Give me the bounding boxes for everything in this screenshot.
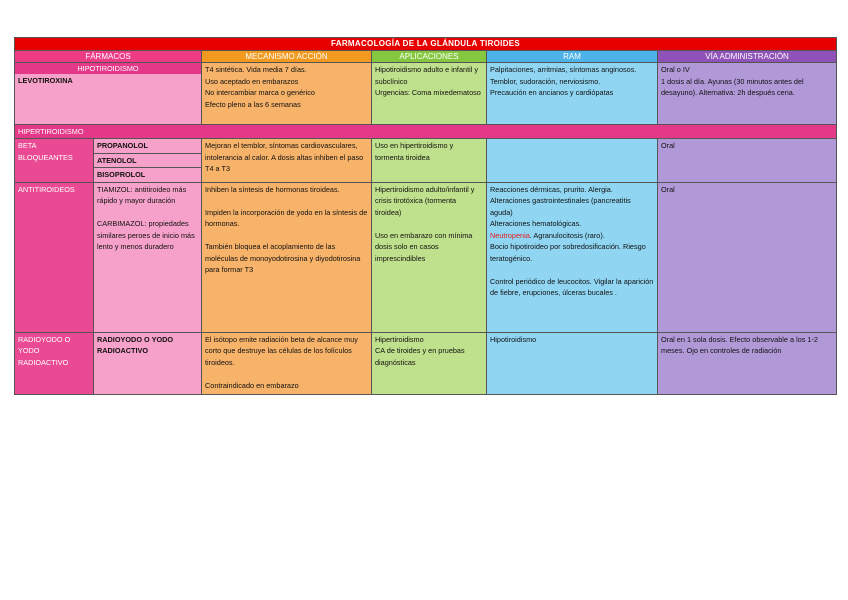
radioyodo-row: [15, 332, 837, 394]
hipo-via-text: Oral o IV 1 dosis al día. Ayunas (30 minutos antes del desayuno). Alternativa: 2h después cena.: [661, 65, 804, 97]
header-aplicaciones: APLICACIONES: [372, 51, 487, 63]
antitiroideos-via-text: Oral: [661, 184, 675, 194]
beta-via-cell: [658, 139, 837, 183]
antitiroideos-ram-text: [490, 184, 654, 299]
beta-group-label: BETA BLOQUEANTES: [18, 141, 73, 162]
beta-group-cell: [15, 139, 94, 183]
radioyodo-drug-text: RADIOYODO O YODO RADIOACTIVO: [97, 334, 174, 355]
beta-row-1: [15, 139, 837, 154]
antitiroideos-group-cell: [15, 182, 94, 332]
drug-atenolol: ATENOLOL: [94, 153, 202, 168]
beta-aplicaciones-text: Uso en hipertiroidismo y tormenta tiroidea: [375, 141, 454, 162]
radioyodo-drug-cell: [94, 332, 202, 394]
hipo-mecanismo-cell: [202, 63, 372, 125]
header-ram: RAM: [487, 51, 658, 63]
antitiroideos-aplicaciones-text: Hipertiroidismo adulto/infantil y crisis tirotóxica (tormenta tiroidea) Uso en embarazo con mínima dosis solo en casos imprescindibles: [375, 184, 475, 263]
beta-aplicaciones-cell: [372, 139, 487, 183]
radioyodo-via-text: Oral en 1 sola dosis. Efecto observable a los 1-2 meses. Ojo en controles de radiación: [661, 334, 818, 355]
hipo-via-cell: [658, 63, 837, 125]
beta-ram-cell: [487, 139, 658, 183]
radioyodo-aplicaciones-cell: [372, 332, 487, 394]
header-farmacos: FÁRMACOS: [15, 51, 202, 63]
antitiroideos-group-label: ANTITIROIDEOS: [18, 184, 75, 194]
radioyodo-via-cell: [658, 332, 837, 394]
radioyodo-ram-text: Hipotiroidismo: [490, 334, 537, 344]
hipo-aplicaciones-text: Hipotiroidismo adulto e infantil y subclínico Urgencias: Coma mixedematoso: [375, 65, 481, 97]
hipo-ram-text: Palpitaciones, arritmias, síntomas anginosos. Temblor, sudoración, nerviosismo. Precaución en ancianos y cardiópatas: [490, 65, 637, 97]
radioyodo-ram-cell: [487, 332, 658, 394]
drug-bisoprolol: BISOPROLOL: [94, 168, 202, 183]
antitiroideos-via-cell: [658, 182, 837, 332]
radioyodo-aplicaciones-text: Hipertiroidismo CA de tiroides y en pruebas diagnósticas: [375, 334, 465, 367]
ram-text-part-1: Reacciones dérmicas, prurito. Alergia. Alteraciones gastrointestinales (pancreatitis aguda) Alteraciones hematológicas.: [490, 184, 631, 228]
antitiroideos-aplicaciones-cell: [372, 182, 487, 332]
neutropenia-highlight: Neutropenia: [490, 230, 530, 240]
antitiroideos-ram-cell: [487, 182, 658, 332]
antitiroideos-drug-text: TIAMIZOL: antitiroideo más rápido y mayor duración CARBIMAZOL: propiedades similares peroes de inicio más lento y menos duradero: [97, 184, 195, 251]
beta-mecanismo-cell: [202, 139, 372, 183]
hipotiroidismo-row: [15, 63, 837, 125]
hipo-drug-cell: [15, 63, 202, 125]
hipo-mecanismo-text: T4 sintética. Vida media 7 días. Uso aceptado en embarazos No intercambiar marca o genérico Efecto pleno a las 6 semanas: [205, 65, 315, 109]
radioyodo-group-cell: [15, 332, 94, 394]
header-mecanismo: MECANISMO ACCIÓN: [202, 51, 372, 63]
drug-propanolol: PROPANOLOL: [94, 139, 202, 154]
hipo-ram-cell: [487, 63, 658, 125]
hipo-aplicaciones-cell: [372, 63, 487, 125]
hipertiroidismo-section-row: [15, 125, 837, 139]
thyroid-pharmacology-table: [14, 37, 836, 395]
beta-mecanismo-text: Mejoran el temblor, síntomas cardiovasculares, intolerancia al calor. A dosis altas inhiben el paso T4 a T3: [205, 141, 364, 173]
antitiroideos-row: [15, 182, 837, 332]
title-row: [15, 38, 837, 51]
ram-text-part-2: . Agranulocitosis (raro). Bocio hipotiroideo por sobredosificación. Riesgo teratogénico. Control periódico de leucocitos. Vigilar la aparición de fiebre, erupciones, úlceras bucales .: [490, 230, 654, 297]
hipertiroidismo-section-label: HIPERTIROIDISMO: [15, 125, 837, 139]
hipotiroidismo-section-label: HIPOTIROIDISMO: [15, 63, 201, 74]
header-via: VÍA ADMINISTRACIÓN: [658, 51, 837, 63]
radioyodo-group-label: RADIOYODO O YODO RADIOACTIVO: [18, 334, 71, 367]
table-title: FARMACOLOGÍA DE LA GLÁNDULA TIROIDES: [15, 38, 837, 51]
header-row: [15, 51, 837, 63]
antitiroideos-mecanismo-text: Inhiben la síntesis de hormonas tiroideas. Impiden la incorporación de yodo en la síntesis de hormonas. También bloquea el acoplamiento de las moléculas de monoyodotirosina y diyodotirosina para formar T3: [205, 184, 368, 274]
beta-via-text: Oral: [661, 141, 675, 150]
main-table: [14, 37, 837, 395]
radioyodo-mecanismo-cell: [202, 332, 372, 394]
antitiroideos-mecanismo-cell: [202, 182, 372, 332]
levotiroxina-label: LEVOTIROXINA: [18, 76, 73, 85]
antitiroideos-drug-cell: [94, 182, 202, 332]
radioyodo-mecanismo-text: El isótopo emite radiación beta de alcance muy corto que destruye las células de los folículos tiroideos. Contraindicado en embarazo: [205, 334, 358, 390]
